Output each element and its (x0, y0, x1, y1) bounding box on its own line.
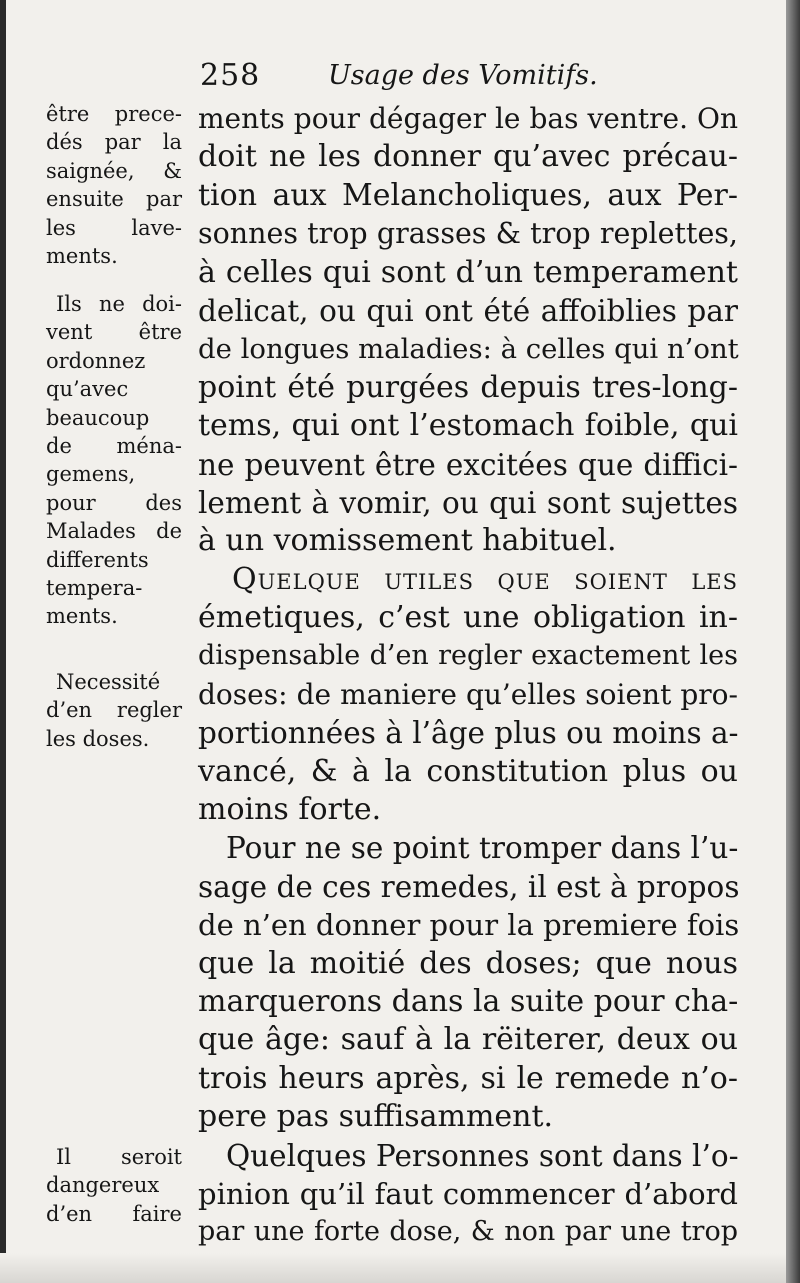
text-line: de longues maladies: à celles qui n’ont (198, 333, 739, 366)
text-line: ments pour dégager le bas ventre. On (198, 102, 738, 135)
margin-note-line: Ils ne doi- (56, 292, 182, 316)
margin-note-line: ordonnez (46, 348, 146, 373)
text-line: dispensable d’en regler exactement les (198, 640, 738, 672)
text-line: émetiques, c’est une obligation in- (198, 600, 738, 636)
margin-note-line: differents (46, 547, 149, 572)
text-line: à celles qui sont d’un temperament (198, 254, 738, 290)
page-number: 258 (200, 58, 261, 93)
text-line: de n’en donner pour la premiere fois (198, 908, 740, 943)
margin-note-line: dangereux (46, 1173, 160, 1198)
margin-note-line: de ména- (46, 433, 182, 458)
margin-note-line: ments. (46, 243, 118, 268)
margin-note-line: gemens, (46, 462, 136, 487)
margin-note-line: pour des (46, 490, 182, 515)
text-line: point été purgées depuis tres-long- (198, 369, 738, 405)
text-line: par une forte dose, & non par une trop (198, 1216, 738, 1248)
page-header (200, 58, 760, 98)
text-line: marquerons dans la suite pour cha- (198, 983, 739, 1019)
text-line: doses: de maniere qu’elles soient pro- (198, 677, 738, 711)
margin-note-line: beaucoup (46, 405, 150, 430)
text-line: doit ne les donner qu’avec précau- (198, 139, 738, 175)
text-line: tems, qui ont l’estomach foible, qui (198, 408, 738, 444)
text-line: que âge: sauf à la rëiterer, deux ou (198, 1022, 738, 1058)
main-text-body (198, 100, 738, 1252)
margin-note-line: Malades de (46, 519, 182, 544)
margin-note-line: d’en regler (46, 698, 182, 723)
margin-note-line: saignée, & (46, 158, 182, 183)
margin-note-line: d’en faire (46, 1201, 182, 1226)
text-line-paragraph-start: Quelque utiles que soient les (232, 561, 738, 597)
text-line: portionnées à l’âge plus ou moins a- (198, 716, 739, 751)
margin-note-2 (46, 290, 182, 631)
margin-note-line: vent être (46, 320, 182, 345)
text-line: tion aux Melancholiques, aux Per- (198, 177, 738, 213)
margin-note-line: ments. (46, 604, 118, 629)
margin-note-3 (46, 668, 182, 753)
page-bottom-edge (0, 1253, 800, 1283)
text-line: sonnes trop grasses & trop replettes, (198, 217, 738, 251)
text-line: vancé, & à la constitution plus ou (198, 753, 738, 789)
margin-note-line: Necessité (56, 670, 161, 694)
text-line: ne peuvent être excitées que diffici- (198, 447, 738, 482)
margin-note-line: les lave- (46, 215, 182, 240)
text-line: delicat, ou qui ont été affoiblies par (198, 293, 738, 328)
text-line: sage de ces remedes, il est à propos (198, 869, 740, 904)
text-line: que la moitié des doses; que nous (198, 945, 738, 981)
text-line: pere pas suffisamment. (198, 1099, 554, 1135)
margin-note-4 (46, 1143, 182, 1228)
text-line: pinion qu’il faut commencer d’abord (198, 1176, 738, 1211)
margin-note-1 (46, 100, 182, 270)
margin-note-line: être prece- (46, 102, 182, 126)
running-title: Usage des Vomitifs. (328, 60, 598, 91)
margin-note-line: Il seroit (56, 1145, 182, 1169)
margin-note-line: les doses. (46, 726, 150, 751)
text-line-paragraph-start: Quelques Personnes sont dans l’o- (226, 1138, 739, 1173)
margin-note-line: dés par la (46, 130, 182, 155)
margin-note-line: qu’avec (46, 377, 129, 402)
margin-note-line: ensuite par (46, 187, 182, 212)
text-line: à un vomissement habituel. (198, 523, 617, 559)
margin-note-line: tempera- (46, 575, 143, 600)
text-line: lement à vomir, ou qui sont sujettes (198, 485, 738, 520)
text-line: trois heurs après, si le remede n’o- (198, 1060, 738, 1096)
text-line: moins forte. (198, 792, 382, 828)
text-line-paragraph-start: Pour ne se point tromper dans l’u- (226, 831, 739, 866)
